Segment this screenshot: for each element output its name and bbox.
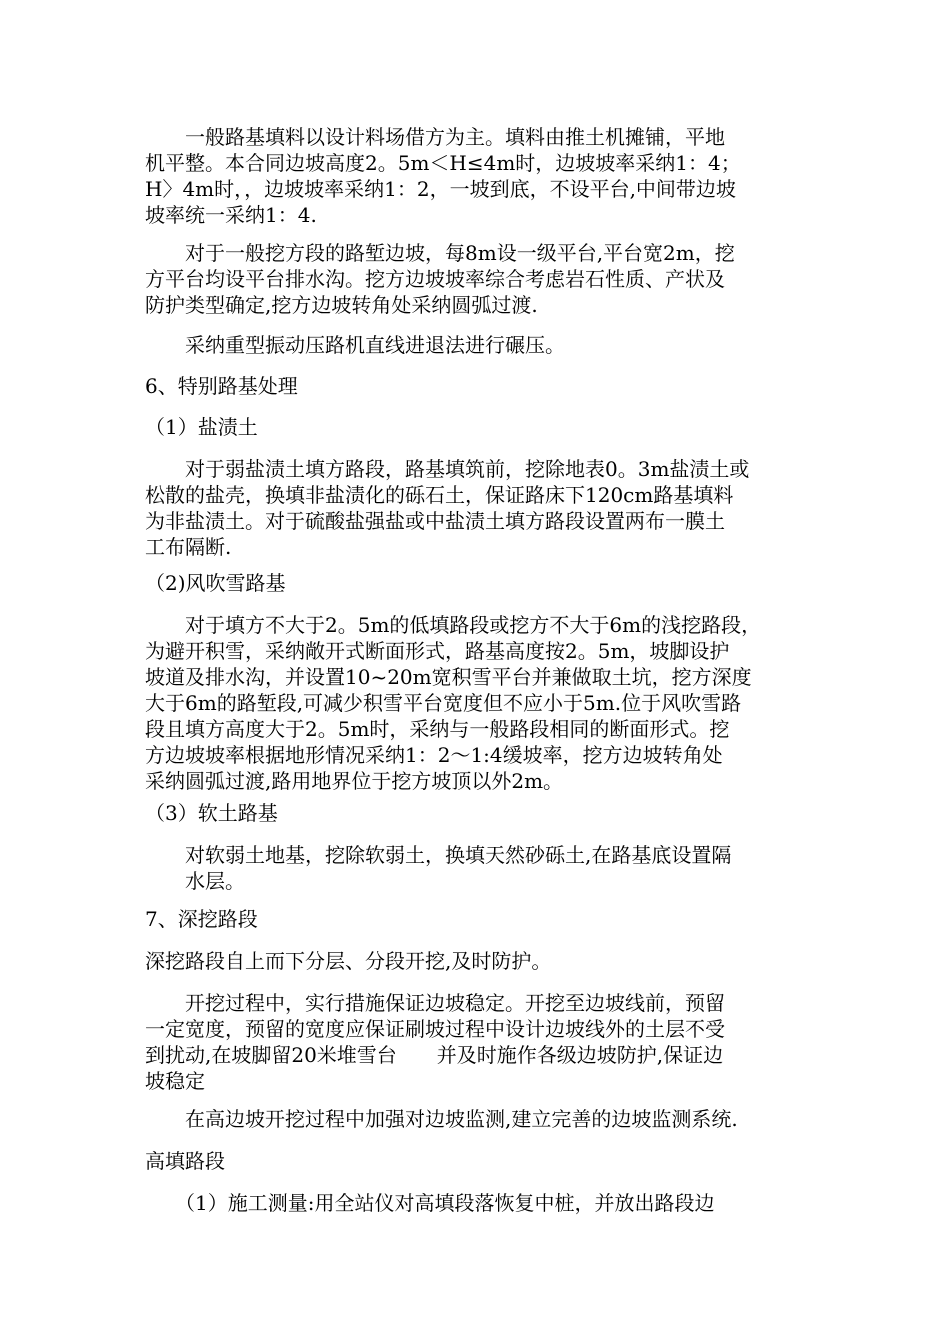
text-line: 一定宽度，预留的宽度应保证刷坡过程中设计边坡线外的土层不受 [145, 1017, 725, 1041]
paragraph [145, 240, 817, 318]
text-line: 采纳重型振动压路机直线进退法进行碾压。 [145, 333, 565, 357]
paragraph [145, 124, 817, 228]
paragraph [145, 414, 817, 440]
text-line: 7、深挖路段 [145, 907, 258, 931]
text-line: 6、特别路基处理 [145, 374, 298, 398]
paragraph [145, 456, 817, 560]
text-line: （3）软土路基 [145, 801, 278, 825]
paragraph [145, 332, 817, 358]
paragraph [145, 800, 817, 826]
text-line: 机平整。本合同边坡高度2。5m＜H≤4m时，边坡坡率采纳1：4； [145, 151, 741, 175]
paragraph [145, 1148, 817, 1174]
paragraph [145, 948, 817, 974]
text-line: （1）施工测量:用全站仪对高填段落恢复中桩，并放出路段边 [145, 1191, 715, 1215]
text-line: 对于一般挖方段的路堑边坡，每8m设一级平台,平台宽2m，挖 [145, 241, 735, 265]
text-line: 方边坡坡率根据地形情况采纳1：2～1:4缓坡率，挖方边坡转角处 [145, 743, 723, 767]
text-line: H〉4m时，，边坡坡率采纳1：2，一坡到底，不设平台,中间带边坡 [145, 177, 736, 201]
paragraph [145, 1106, 817, 1132]
text-line: 采纳圆弧过渡,路用地界位于挖方坡顶以外2m。 [145, 769, 564, 793]
text-line: 对于填方不大于2。5m的低填路段或挖方不大于6m的浅挖路段， [145, 613, 762, 637]
text-line: 防护类型确定,挖方边坡转角处采纳圆弧过渡. [145, 293, 538, 317]
text-line: 为非盐渍土。对于硫酸盐强盐或中盐渍土填方路段设置两布一膜土 [145, 509, 725, 533]
text-line: 段且填方高度大于2。5m时，采纳与一般路段相同的断面形式。挖 [145, 717, 730, 741]
paragraph [145, 842, 817, 894]
text-line: （2)风吹雪路基 [145, 571, 286, 595]
paragraph [145, 1190, 817, 1216]
paragraph [145, 570, 817, 596]
text-line: 松散的盐壳，换填非盐渍化的砾石土，保证路床下120cm路基填料 [145, 483, 734, 507]
text-line: 方平台均设平台排水沟。挖方边坡坡率综合考虑岩石性质、产状及 [145, 267, 725, 291]
text-line: 坡稳定 [145, 1069, 205, 1093]
text-line: 工布隔断. [145, 535, 232, 559]
text-line: 到扰动,在坡脚留20米堆雪台 并及时施作各级边坡防护,保证边 [145, 1043, 724, 1067]
text-line: 一般路基填料以设计料场借方为主。填料由推土机摊铺，平地 [145, 125, 725, 149]
text-line: 坡率统一采纳1：4. [145, 203, 317, 227]
paragraph [145, 373, 817, 399]
paragraph [145, 990, 817, 1094]
text-line: 水层。 [145, 869, 245, 893]
text-line: 坡道及排水沟，并设置10~20m宽积雪平台并兼做取土坑，挖方深度 [145, 665, 752, 689]
text-line: 对软弱土地基，挖除软弱土，换填天然砂砾土,在路基底设置隔 [145, 843, 732, 867]
text-line: 对于弱盐渍土填方路段，路基填筑前，挖除地表0。3m盐渍土或 [145, 457, 750, 481]
text-line: 为避开积雪，采纳敞开式断面形式，路基高度按2。5m，坡脚设护 [145, 639, 730, 663]
paragraph [145, 612, 817, 794]
paragraph [145, 906, 817, 932]
text-line: 在高边坡开挖过程中加强对边坡监测,建立完善的边坡监测系统. [145, 1107, 738, 1131]
text-line: 高填路段 [145, 1149, 225, 1173]
text-line: （1）盐渍土 [145, 415, 258, 439]
text-line: 大于6m的路堑段,可减少积雪平台宽度但不应小于5m.位于风吹雪路 [145, 691, 742, 715]
text-line: 开挖过程中，实行措施保证边坡稳定。开挖至边坡线前，预留 [145, 991, 725, 1015]
text-line: 深挖路段自上而下分层、分段开挖,及时防护。 [145, 949, 552, 973]
